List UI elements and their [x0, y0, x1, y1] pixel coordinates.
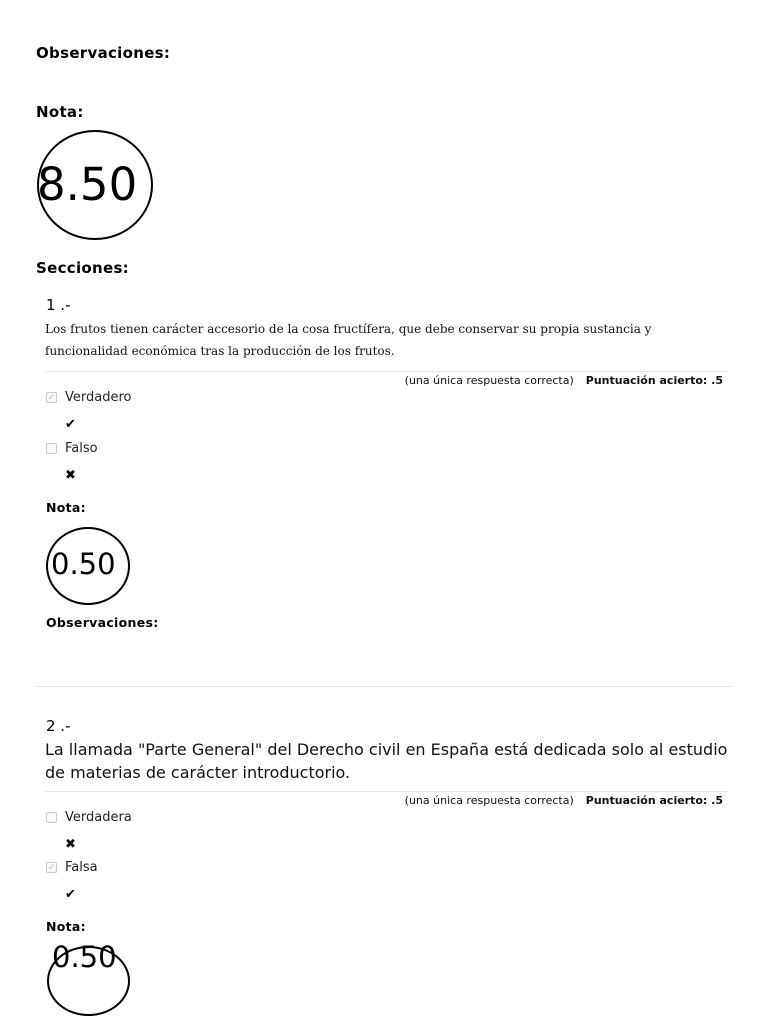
- question-2-divider: [45, 791, 728, 792]
- question-1-meta: [405, 374, 723, 387]
- question-2-option-2-label: Falsa: [65, 860, 98, 875]
- question-1-option-1[interactable]: [46, 390, 131, 405]
- question-1-option-1-label: Verdadero: [65, 390, 132, 405]
- checkbox-checked-icon[interactable]: ✓: [47, 392, 56, 403]
- question-2-option-1-label: Verdadera: [65, 810, 132, 825]
- question-1-response-type: (una única respuesta correcta): [404, 374, 574, 387]
- question-2-text: La llamada "Parte General" del Derecho civil en España está dedicada solo al estudio de materias de carácter introductorio.: [45, 740, 728, 782]
- question-2-number: 2 .-: [46, 717, 71, 735]
- question-1-number: 1 .-: [46, 296, 71, 314]
- question-2-score: Puntuación acierto: .5: [585, 794, 723, 807]
- question-1-nota-label: Nota:: [46, 500, 86, 515]
- question-2-option-1[interactable]: [46, 810, 132, 825]
- checkmark-icon: ✔: [65, 887, 76, 902]
- checkbox-unchecked-icon[interactable]: [46, 443, 57, 454]
- question-2-option-2[interactable]: [46, 860, 98, 875]
- question-2-grade-value: 0.50: [52, 940, 117, 974]
- nota-heading: Nota:: [36, 103, 84, 121]
- question-2-meta: [405, 794, 723, 807]
- checkbox-checked-icon[interactable]: ✓: [47, 862, 56, 873]
- cross-icon: ✖: [65, 837, 76, 852]
- secciones-heading: Secciones:: [36, 259, 129, 277]
- section-divider: [36, 686, 732, 687]
- question-1-text: Los frutos tienen carácter accesorio de la cosa fructífera, que debe conservar su propia sustancia y funcionalidad económica tras la producción de los frutos.: [45, 322, 652, 358]
- checkbox-unchecked-icon[interactable]: [46, 812, 57, 823]
- question-1-option-2[interactable]: [46, 441, 98, 456]
- question-1-score: Puntuación acierto: .5: [585, 374, 723, 387]
- question-2-nota-label: Nota:: [46, 919, 86, 934]
- question-2-response-type: (una única respuesta correcta): [404, 794, 574, 807]
- final-grade-value: 8.50: [37, 158, 138, 211]
- question-1-divider: [45, 371, 728, 372]
- question-1-option-2-label: Falso: [65, 441, 98, 456]
- observaciones-heading: Observaciones:: [36, 44, 171, 62]
- question-1-grade-value: 0.50: [51, 547, 116, 581]
- checkmark-icon: ✔: [65, 417, 76, 432]
- cross-icon: ✖: [65, 468, 76, 483]
- question-1-observaciones-label: Observaciones:: [46, 615, 159, 630]
